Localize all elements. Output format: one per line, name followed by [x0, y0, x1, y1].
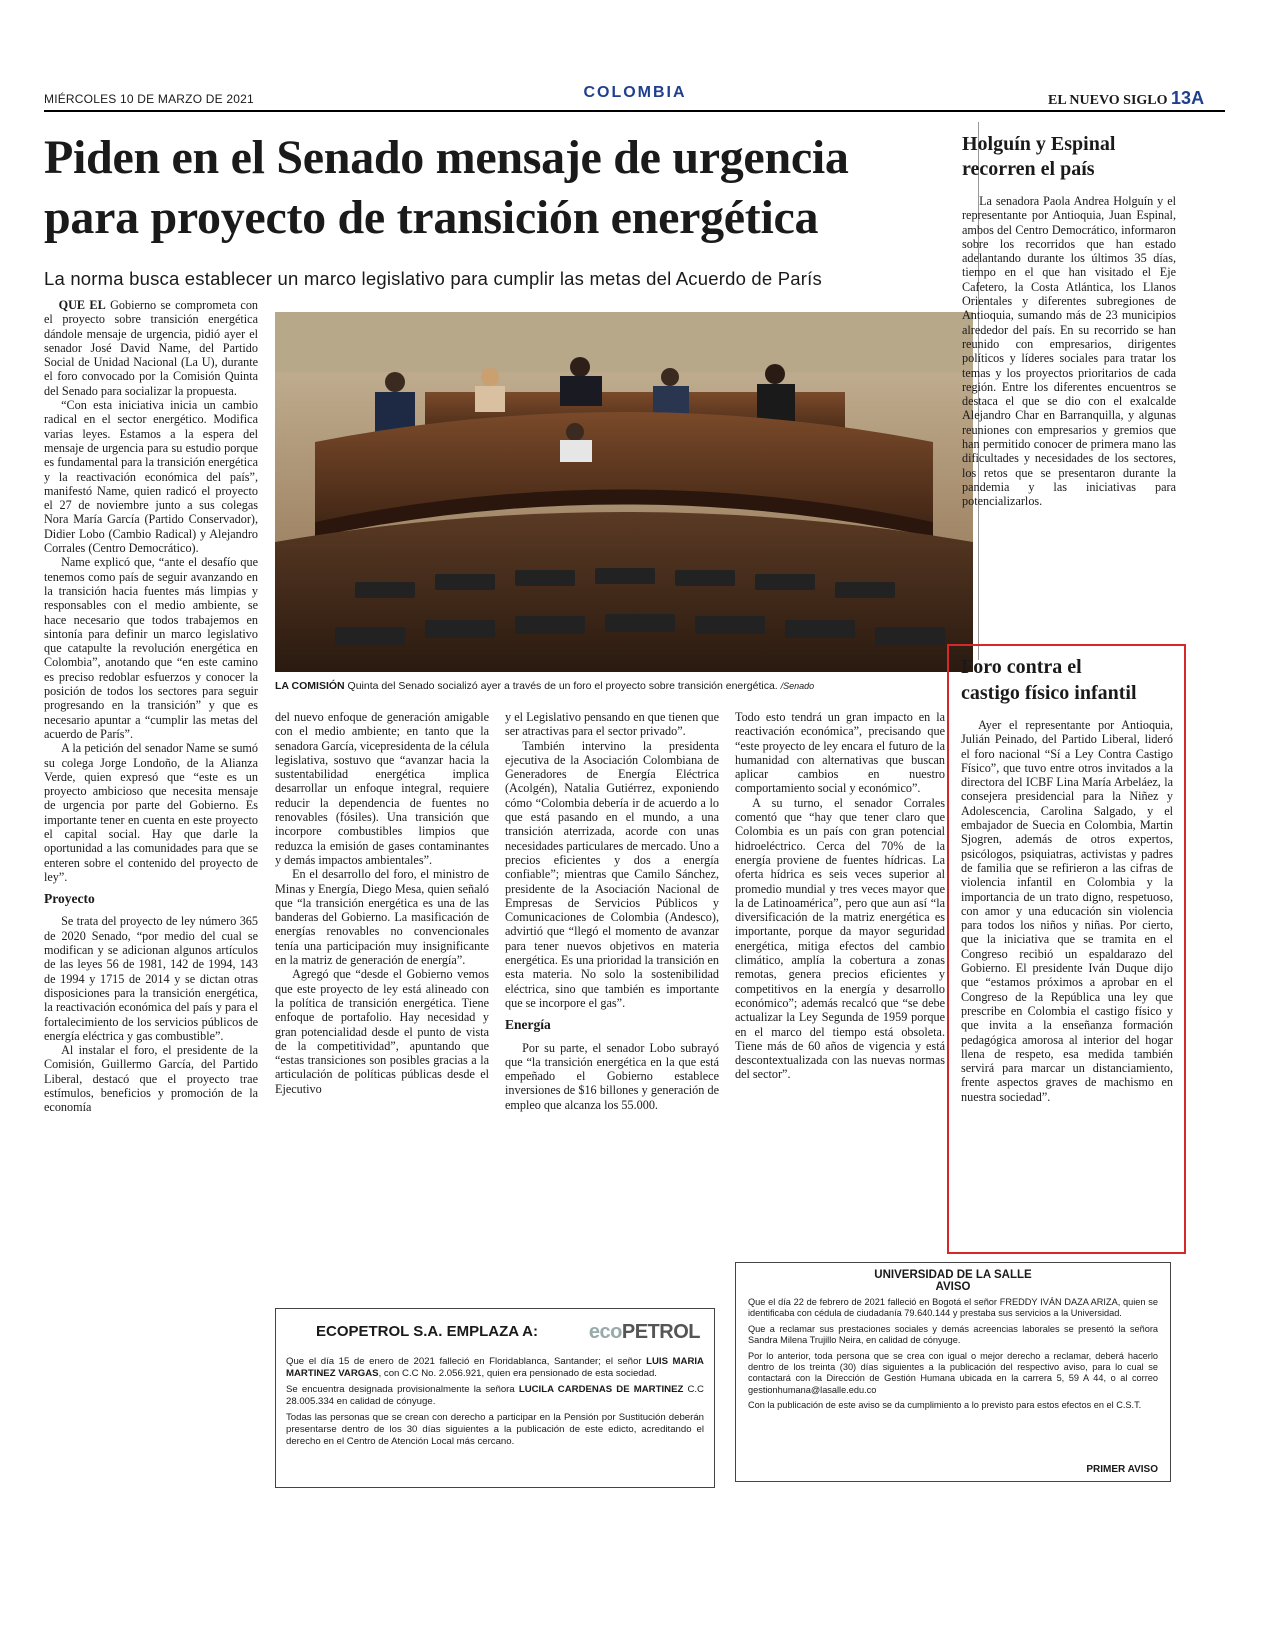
sidebar-headline-line-2: recorren el país	[962, 158, 1095, 180]
lasalle-paragraph: Que el día 22 de febrero de 2021 falleció en Bogotá el señor FREDDY IVÁN DAZA ARIZA, quien se identificaba con cédula de ciudadanía 79.640.144 y prestaba sus servicios a la Universidad.	[748, 1297, 1158, 1319]
article-lead-in: QUE EL	[58, 298, 106, 312]
lasalle-paragraph: Con la publicación de este aviso se da cumplimiento a lo previsto para estos efectos en el C.S.T.	[748, 1400, 1142, 1411]
lasalle-notice-subtitle: AVISO	[935, 1281, 971, 1293]
photo-caption	[275, 680, 973, 692]
article-column-3	[505, 710, 719, 1112]
lasalle-paragraph: Que a reclamar sus prestaciones sociales y demás acreencias laborales se presentó la señora Sandra Milena Trujillo Neira, en calidad de cónyuge.	[748, 1323, 1158, 1346]
article-paragraph: Al instalar el foro, el presidente de la Comisión, Guillermo García, del Partido Liberal, destacó que el proyecto trae estímulos, beneficios y promoción de la economía	[44, 1043, 258, 1115]
header-rule	[44, 110, 1225, 112]
lasalle-paragraph: Por lo anterior, toda persona que se crea con igual o mejor derecho a reclamar, deberá hacerlo dentro de los treinta (30) días siguientes a la publicación del respectivo aviso, para lo cual se contactará con la Dirección de Gestión Humana ubicada en la carrera 5, 59 A 44, o al correo gestionhumana@lasalle.edu.co	[748, 1350, 1158, 1395]
ecopetrol-notice-title: ECOPETROL S.A. EMPLAZA A:	[316, 1323, 538, 1340]
sidebar-story-holguin-espinal	[956, 132, 1176, 509]
sidebar-paragraph: Ayer el representante por Antioquia, Julián Peinado, del Partido Liberal, lideró el foro nacional “Sí a Ley Contra Castigo Físico”, que tuvo entre otros invitados a la directora del ICBF Lina María Arbeláez, la consejera presidencial para la Niñez y Adolescencia, Carolina Salgado, y el embajador de Suecia en Colombia, Martin Sjogren, además de otros expertos, psicólogos, psiquiatras, activistas y padres de familia que se refirieron a las cifras de violencia infantil en Colombia y la importancia de un trato digno, respetuoso, con amor y una educación sin violencia para todos los niños y niñas. Por cierto, que la iniciativa que se tramita en el Congreso recibió un espaldarazo del Gobierno. El presidente Iván Duque dijo que “estamos próximos a aprobar en el Congreso de la República una ley que prescribe en Colombia el castigo físico y que invita a la enseñanza formación pedagógica amorosa al interior del hogar llena de respeto, esa medida también servirá para marcar un distanciamiento, frente aspectos graves de machismo en nuestra sociedad”.	[961, 718, 1173, 1104]
article-column-2	[275, 710, 489, 1096]
article-paragraph	[44, 298, 258, 398]
sidebar-headline	[961, 654, 1137, 706]
sidebar-headline-line-1: Foro contra el	[961, 656, 1082, 678]
sidebar-headline-line-2: castigo físico infantil	[961, 682, 1137, 704]
ecopetrol-logo-prefix: eco	[588, 1321, 622, 1343]
article-subhead: Energía	[505, 1017, 551, 1033]
article-paragraph: Por su parte, el senador Lobo subrayó que “la transición energética en la que está empeñado el Gobierno establece inversiones de $16 billones y generación de empleo que alcanza los 55.000.	[505, 1040, 719, 1112]
article-paragraph: A la petición del senador Name se sumó su colega Jorge Londoño, de la Alianza Verde, quien expresó que “este es un proyecto ambicioso que necesita mensaje de urgencia por parte del Gobierno. Es importante tener en cuenta en este proyecto el capital social. Hay que darle la oportunidad a las comunidades para que se enteren sobre el contenido del proyecto de ley”.	[44, 741, 258, 884]
article-column-1	[44, 298, 258, 1115]
ecopetrol-paragraph	[286, 1384, 704, 1408]
ecopetrol-paragraph	[286, 1356, 704, 1380]
article-paragraph: A su turno, el senador Corrales comentó que “hay que tener claro que Colombia es un país con gran potencial hidroeléctrico. Cerca del 70% de la energía proviene de fuentes hídricas. La oferta hídrica es seis veces superior al promedio mundial y tres veces mayor que la de Latinoamérica”, pero que aun así “la diversificación de la matriz energética es importante, porque da mayor seguridad energética, mitiga efectos del cambio climático, amplía la cobertura a zonas remotas, genera precios eficientes y competitivos en la energía y desarrollo económico”; además recalcó que “se debe actualizar la Ley Segunda de 1959 porque en el marco del tiempo está obsoleta. Tiene más de 60 años de vigencia y está descontextualizada con las nuevas normas del sector”.	[735, 795, 945, 1082]
main-headline	[44, 128, 974, 248]
article-paragraph: del nuevo enfoque de generación amigable con el medio ambiente; en tanto que la senadora García, vicepresidenta de la célula legislativa, sostuvo que “avanzar hacia la sustentabilidad energética implica desarrollar un enfoque integral, requiere reducir la dependencia de fuentes no renovables (fósiles). Una transición que incorpore combustibles limpios que reduzca la emisión de gases contaminantes y demás impactos ambientales”.	[275, 710, 489, 867]
article-column-4	[735, 710, 945, 1082]
page-number: 13A	[1171, 88, 1205, 108]
photo-caption-text: Quinta del Senado socializó ayer a través de un foro el proyecto sobre transición energética.	[347, 680, 778, 692]
photo-caption-lead: LA COMISIÓN	[275, 680, 345, 692]
article-paragraph: Se trata del proyecto de ley número 365 de 2020 Senado, “por medio del cual se modifican y se adicionan algunos artículos de las leyes 56 de 1981, 142 de 1994, 143 de 1994 y 1715 de 2014 y se dictan otras disposiciones para la transición energética, la reactivación económica del país y para el fortalecimiento de los servicios públicos de energía eléctrica y gas combustible”.	[44, 914, 258, 1043]
lasalle-notice	[735, 1262, 1171, 1482]
ecopetrol-paragraph: Todas las personas que se crean con derecho a participar en la Pensión por Sustitución deberán presentarse dentro de los 30 días siguientes a la publicación de este edicto, acreditando el derecho en el Centro de Atención Local más cercano.	[286, 1412, 704, 1447]
newspaper-title: EL NUEVO SIGLO	[1048, 93, 1168, 108]
ecopetrol-logo	[589, 1321, 700, 1344]
article-paragraph: Todo esto tendrá un gran impacto en la reactivación económica”, precisando que “este proyecto de ley encara el futuro de la humanidad con alternativas que buscan aplicar cambios en nuestro comportamiento social y económico”.	[735, 710, 945, 796]
sidebar-body	[962, 194, 1176, 509]
article-paragraph: y el Legislativo pensando en que tienen que ser atractivas para el sector privado”.	[505, 710, 719, 739]
main-subtitle: La norma busca establecer un marco legislativo para cumplir las metas del Acuerdo de París	[44, 268, 822, 289]
lasalle-notice-footer: PRIMER AVISO	[1086, 1464, 1158, 1475]
article-paragraph: Agregó que “desde el Gobierno vemos que este proyecto de ley está alineado con la política de transición energética. Tiene enfoque de portafolio. Hay necesidad y gran potencialidad desde el punto de vista de la competitividad”, apuntando que “estas transiciones son posibles gracias a la articulación de políticas públicas desde el Ejecutivo	[275, 967, 489, 1096]
sidebar-headline-line-1: Holguín y Espinal	[962, 133, 1116, 155]
senate-chamber-image	[275, 312, 973, 672]
spouse-name: LUCILA CARDENAS DE MARTINEZ	[518, 1384, 684, 1395]
issue-date: MIÉRCOLES 10 DE MARZO DE 2021	[44, 92, 254, 106]
ecopetrol-text: Se encuentra designada provisionalmente la señora	[286, 1384, 519, 1395]
section-name: COLOMBIA	[583, 84, 687, 101]
senate-photo	[275, 312, 973, 672]
sidebar-paragraph: La senadora Paola Andrea Holguín y el representante por Antioquia, Juan Espinal, ambos del Centro Democrático, informaron sobre los recorridos que han estado adelantando durante los últimos 35 días, tiempo en el que han visitado el Eje Cafetero, la Costa Atlántica, los Llanos Orientales y diferentes subregiones de Antioquia, sumando más de 23 municipios alrededor del país. En su recorrido se han reunido con empresarios, dirigentes políticos y líderes sociales para tratar los temas y los proyectos prioritarios de cada región. Entre los diferentes encuentros se destaca el que se dio con el exalcalde Alejandro Char en Barranquilla, y algunas reuniones con empresarios y gremios que han permitido conocer de primera mano las dificultades y necesidades de los sectores, los retos que se presentaron durante la pandemia y las iniciativas para potencializarlos.	[962, 194, 1176, 509]
sidebar-body	[961, 718, 1173, 1104]
newspaper-name	[1048, 88, 1204, 109]
ecopetrol-notice-body	[286, 1356, 704, 1448]
ecopetrol-text: C.C 28.005.334 en calidad de cónyuge.	[286, 1384, 704, 1407]
sidebar-headline	[962, 132, 1176, 182]
ecopetrol-text: , con C.C No. 2.056.921, quien era pensionado de esta sociedad.	[378, 1368, 657, 1379]
headline-line-2: para proyecto de transición energética	[44, 191, 819, 244]
sidebar-story-castigo-fisico	[947, 644, 1186, 1254]
article-paragraph-text: Gobierno se comprometa con el proyecto sobre transición energética dándole mensaje de urgencia, pidió ayer el senador José David Name, del Partido Social de Unidad Nacional (La U), durante el foro convocado por la Comisión Quinta del Senado para socializar la propuesta.	[44, 298, 259, 398]
lasalle-notice-title: UNIVERSIDAD DE LA SALLE	[874, 1269, 1032, 1281]
ecopetrol-logo-suffix: PETROL	[621, 1321, 700, 1343]
ecopetrol-notice	[275, 1308, 715, 1488]
photo-credit: /Senado	[780, 681, 815, 691]
article-paragraph: Name explicó que, “ante el desafío que tenemos como país de seguir avanzando en la transición hacia fuentes más limpias y responsables con el medio ambiente, se hace necesario que todos trabajemos en sintonía para definir un marco legislativo que catapulte la revolución energética en Colombia”, anotando que “en este camino es preciso redoblar esfuerzos y conocer la posición de todos los sectores para seguir progresando en la transición” y que es necesario apuntar a “cumplir las metas del acuerdo de París”.	[44, 555, 258, 741]
headline-line-1: Piden en el Senado mensaje de urgencia	[44, 131, 849, 184]
article-paragraph: “Con esta iniciativa inicia un cambio radical en el sector energético. Modifica varias leyes. Estamos a la espera del mensaje de urgencia para su estudio porque es fundamental para la transición energética y la reactivación económica del país”, manifestó Name, quien radicó el proyecto el 27 de noviembre junto a sus colegas Nora María García (Partido Conservador), Didier Lobo (Cambio Radical) y Alejandro Corrales (Centro Democrático).	[44, 398, 258, 556]
ecopetrol-text: Que el día 15 de enero de 2021 falleció en Floridablanca, Santander; el señor	[286, 1356, 647, 1367]
deceased-name: LUIS MARIA MARTINEZ VARGAS	[286, 1356, 704, 1379]
article-paragraph: También intervino la presidenta ejecutiva de la Asociación Colombiana de Generadores de Energía Eléctrica (Acolgén), Natalia Gutiérrez, exponiendo cómo “Colombia debería ir de acuerdo a lo que está pasando en el mundo, a una transición aterrizada, acorde con unas necesidades particulares de mercado. Uno a precios eficientes y dos a energía confiable”; mientras que Camilo Sánchez, presidente de la Asociación Nacional de Empresas de Servicios Públicos y Comunicaciones de Colombia (Andesco), advirtió que “llegó el momento de avanzar para tener nuevos objetivos en materia energética. Es una prioridad la transición en esta materia. No solo la sostenibilidad eléctrica, sino que también es importante que se incorpore el gas”.	[505, 738, 719, 1010]
article-subhead: Proyecto	[44, 891, 95, 907]
article-paragraph: En el desarrollo del foro, el ministro de Minas y Energía, Diego Mesa, quien señaló que “la transición energética es una de las banderas del Gobierno. La masificación de energías renovables no convencionales tenía una participación muy insignificante en la matriz de generación de energía”.	[275, 867, 489, 968]
